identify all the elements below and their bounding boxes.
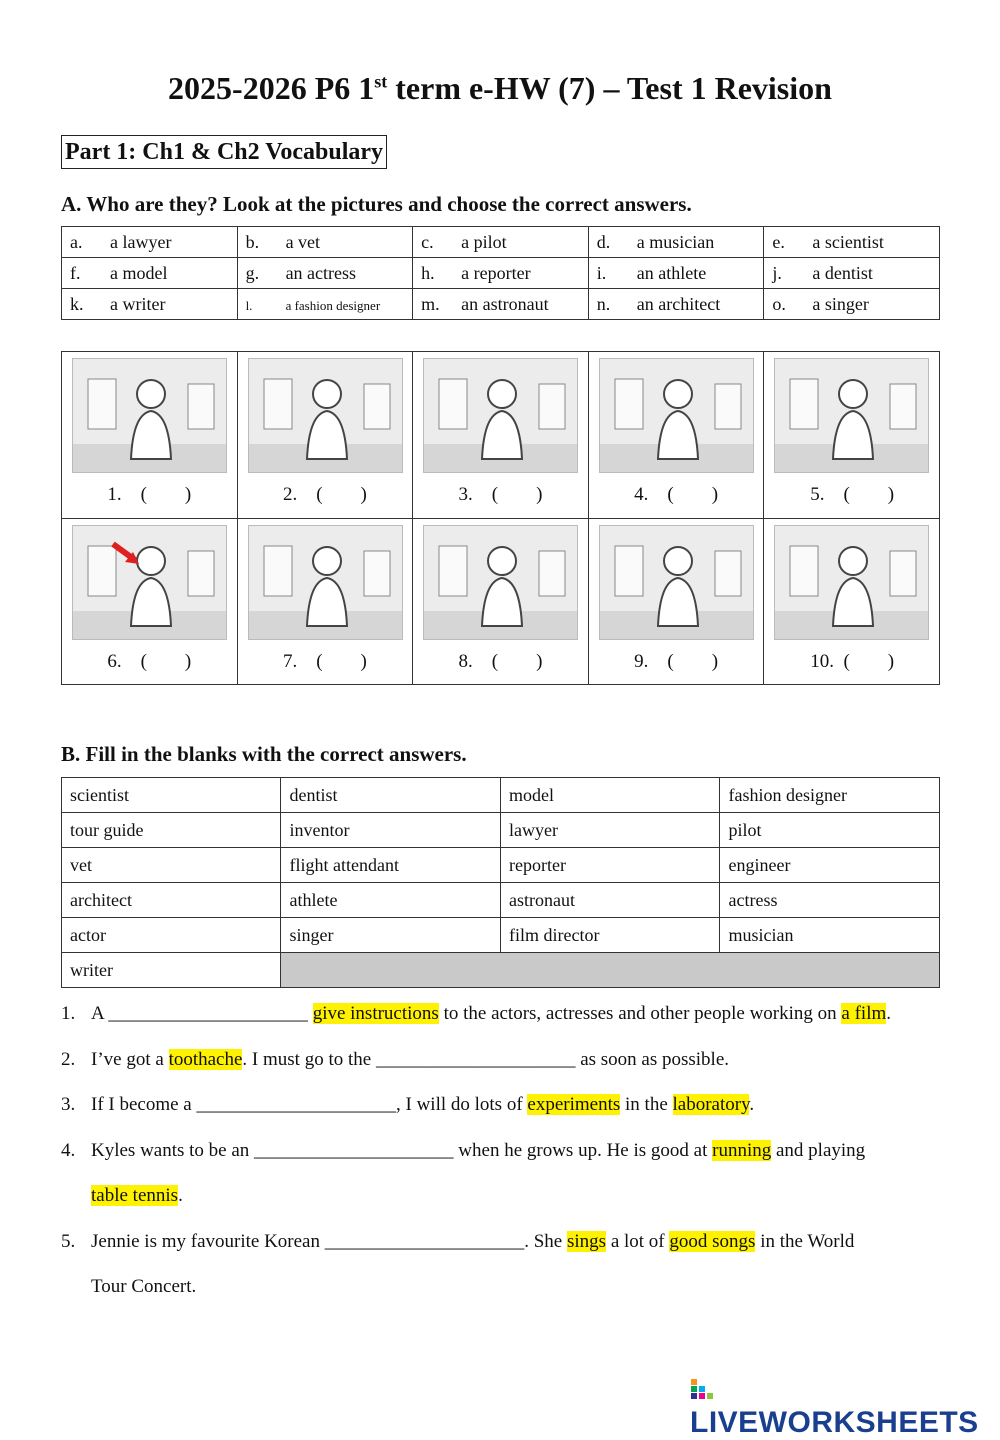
word-bank-cell: reporter — [500, 848, 720, 883]
word-bank-cell: athlete — [281, 883, 501, 918]
question-line — [61, 1094, 754, 1116]
answer-blank[interactable]: 1. ( ) — [107, 484, 192, 505]
option-letter: m. — [421, 293, 440, 314]
page-title: 2025-2026 P6 1st term e-HW (7) – Test 1 Revision — [168, 70, 832, 106]
part1-heading: Part 1: Ch1 & Ch2 Vocabulary — [61, 135, 387, 169]
question-text[interactable]: Kyles wants to be an _____________________ when he grows up. He is good at — [91, 1139, 713, 1161]
question-line — [61, 1276, 196, 1298]
highlighted-keyword: good songs — [669, 1230, 756, 1252]
picture-cell — [62, 352, 238, 518]
picture-cell — [589, 352, 765, 518]
option-letter: f. — [70, 262, 81, 283]
highlighted-keyword: laboratory — [672, 1094, 750, 1115]
word-bank-cell: actor — [62, 918, 281, 953]
question-text: . — [749, 1094, 755, 1115]
word-bank-cell: astronaut — [500, 883, 720, 918]
option-text: an athlete — [636, 262, 707, 283]
section-a-heading: A. Who are they? Look at the pictures and choose the correct answers. — [61, 192, 692, 216]
option-letter: a. — [70, 231, 83, 252]
question-number: 2. — [61, 1048, 76, 1070]
word-bank-cell: musician — [720, 918, 940, 953]
word-bank-table — [61, 777, 940, 988]
option-text: a musician — [636, 231, 715, 252]
word-bank-cell: vet — [62, 848, 281, 883]
grey-filler-cell — [281, 953, 940, 988]
answer-blank[interactable]: 9. ( ) — [634, 651, 719, 672]
highlighted-keyword: experiments — [527, 1094, 621, 1115]
option-cell — [588, 289, 764, 320]
option-cell — [413, 227, 589, 258]
option-text: a writer — [110, 293, 166, 314]
vet-picture — [248, 525, 403, 640]
option-cell — [62, 227, 238, 258]
option-cell — [237, 227, 413, 258]
word-bank-cell: singer — [281, 918, 501, 953]
answer-blank[interactable]: 4. ( ) — [634, 484, 719, 505]
pictures-grid — [61, 351, 940, 685]
scientist-picture — [774, 525, 929, 640]
question-text: in the — [620, 1094, 673, 1115]
option-cell — [588, 227, 764, 258]
word-bank-cell: tour guide — [62, 813, 281, 848]
options-table — [61, 226, 940, 320]
option-cell — [764, 289, 940, 320]
liveworksheets-logo: LIVEWORKSHEETS — [690, 1372, 1000, 1440]
option-text: a fashion designer — [285, 297, 381, 313]
word-bank-cell: model — [500, 778, 720, 813]
option-text: a singer — [812, 293, 869, 314]
word-bank-cell: flight attendant — [281, 848, 501, 883]
question-line — [61, 1140, 865, 1162]
option-letter: n. — [596, 293, 611, 314]
option-cell — [237, 289, 413, 320]
answer-blank[interactable]: 2. ( ) — [282, 484, 367, 505]
word-bank-cell: dentist — [281, 778, 501, 813]
option-text: an actress — [285, 262, 357, 283]
question-number: 3. — [61, 1094, 76, 1115]
option-letter: e. — [772, 231, 785, 252]
question-text: to the actors, actresses and other people working on — [438, 1003, 842, 1024]
question-text[interactable]: A _____________________ — [91, 1003, 313, 1024]
fashion-designer-picture — [72, 358, 227, 473]
option-text: a vet — [285, 231, 321, 252]
answer-blank[interactable]: 7. ( ) — [282, 651, 367, 672]
word-bank-cell: architect — [62, 883, 281, 918]
highlighted-keyword: sings — [566, 1230, 607, 1252]
option-cell — [413, 289, 589, 320]
option-text: a reporter — [461, 262, 531, 283]
option-text: a scientist — [812, 231, 884, 252]
question-text[interactable]: Jennie is my favourite Korean _____________________. She — [91, 1230, 567, 1252]
writer-picture — [423, 358, 578, 473]
word-bank-cell: scientist — [62, 778, 281, 813]
question-number: 1. — [61, 1003, 76, 1024]
word-bank-cell: writer — [62, 953, 281, 988]
picture-cell — [413, 352, 589, 518]
word-bank-cell: lawyer — [500, 813, 720, 848]
question-text: and playing — [771, 1139, 866, 1161]
answer-blank[interactable]: 5. ( ) — [810, 484, 895, 505]
picture-cell — [62, 519, 238, 685]
option-letter: h. — [421, 262, 435, 283]
question-text[interactable]: If I become a _____________________, I will do lots of — [91, 1094, 528, 1115]
question-line — [61, 1003, 891, 1025]
option-cell — [413, 258, 589, 289]
word-bank-cell: actress — [720, 883, 940, 918]
option-letter: g. — [245, 262, 260, 283]
answer-blank[interactable]: 3. ( ) — [458, 484, 543, 505]
architect-picture — [599, 525, 754, 640]
section-b-heading: B. Fill in the blanks with the correct answers. — [61, 742, 467, 766]
question-line — [61, 1231, 854, 1253]
option-cell — [62, 258, 238, 289]
lawyer-picture — [248, 358, 403, 473]
option-letter: i. — [596, 262, 607, 283]
picture-cell — [764, 352, 940, 518]
question-text: Tour Concert. — [91, 1276, 197, 1297]
answer-blank[interactable]: 10. ( ) — [810, 651, 895, 672]
question-text: . — [886, 1003, 892, 1024]
picture-cell — [413, 519, 589, 685]
question-line — [61, 1185, 183, 1207]
highlighted-keyword: toothache — [168, 1048, 243, 1070]
highlighted-keyword: a film — [841, 1003, 887, 1024]
question-text[interactable]: . I must go to the _____________________ as soon as possible. — [242, 1048, 730, 1070]
question-number: 4. — [61, 1139, 76, 1161]
word-bank-cell: inventor — [281, 813, 501, 848]
option-cell — [62, 289, 238, 320]
musician-picture — [774, 358, 929, 473]
option-letter: k. — [70, 293, 84, 314]
option-cell — [764, 227, 940, 258]
word-bank-cell: pilot — [720, 813, 940, 848]
option-text: a pilot — [461, 231, 507, 252]
option-cell — [237, 258, 413, 289]
highlighted-keyword: give instructions — [312, 1003, 439, 1024]
question-text: a lot of — [606, 1230, 670, 1252]
word-bank-cell: engineer — [720, 848, 940, 883]
dentist-picture — [423, 525, 578, 640]
picture-cell — [764, 519, 940, 685]
question-line — [61, 1049, 729, 1071]
option-letter: l. — [245, 297, 253, 313]
highlighted-keyword: table tennis — [91, 1185, 179, 1206]
option-cell — [764, 258, 940, 289]
option-letter: b. — [245, 231, 260, 252]
red-arrow-icon — [113, 544, 139, 564]
option-text: a dentist — [812, 262, 873, 283]
model-picture — [72, 525, 227, 640]
question-text: in the World — [755, 1230, 855, 1252]
option-text: an architect — [636, 293, 721, 314]
question-text: I’ve got a — [91, 1048, 169, 1070]
option-letter: j. — [772, 262, 782, 283]
logo-icon — [690, 1377, 714, 1401]
picture-cell — [589, 519, 765, 685]
question-number: 5. — [61, 1230, 76, 1252]
question-text: . — [178, 1185, 183, 1206]
option-letter: c. — [421, 231, 434, 252]
option-letter: o. — [772, 293, 786, 314]
option-letter: d. — [596, 231, 611, 252]
highlighted-keyword: running — [712, 1139, 772, 1161]
option-text: a model — [110, 262, 168, 283]
answer-blank[interactable]: 8. ( ) — [458, 651, 543, 672]
option-cell — [588, 258, 764, 289]
picture-cell — [238, 519, 414, 685]
option-text: an astronaut — [461, 293, 549, 314]
word-bank-cell: film director — [500, 918, 720, 953]
word-bank-cell: fashion designer — [720, 778, 940, 813]
option-text: a lawyer — [110, 231, 172, 252]
picture-cell — [238, 352, 414, 518]
athlete-picture — [599, 358, 754, 473]
answer-blank[interactable]: 6. ( ) — [107, 651, 192, 672]
